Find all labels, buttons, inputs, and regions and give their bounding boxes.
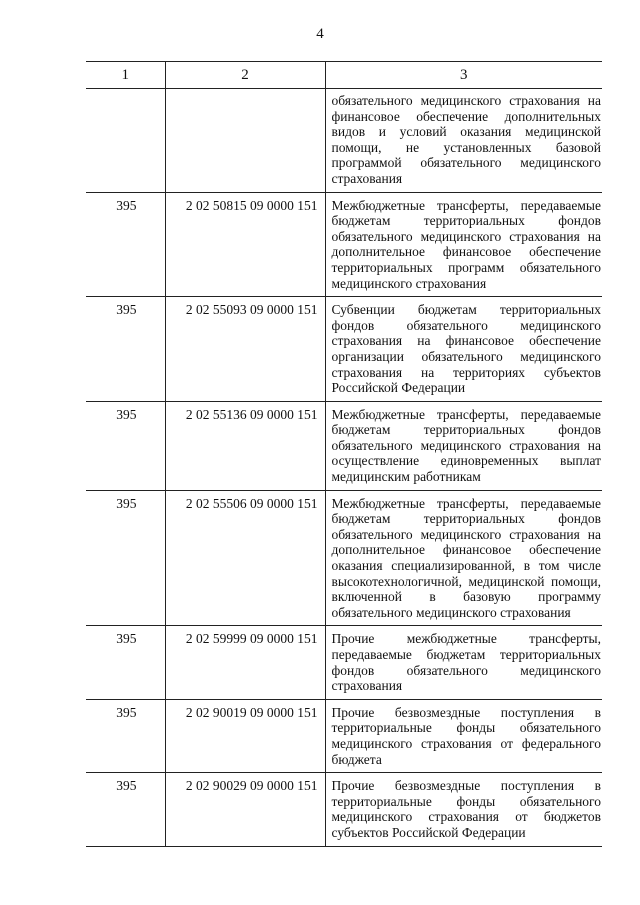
revenue-code-cell: 2 02 55093 09 0000 151 <box>165 297 325 402</box>
document-table <box>86 61 602 847</box>
header-col-1: 1 <box>86 62 165 89</box>
table-row <box>86 699 602 772</box>
table-row <box>86 773 602 846</box>
description-cell: Межбюджетные трансферты, передаваемые бюджетам территориальных фондов обязательного медицинского страхования на осуществление единовременных выплат медицинским работникам <box>325 401 602 490</box>
admin-code-cell: 395 <box>86 490 165 626</box>
revenue-code-cell: 2 02 59999 09 0000 151 <box>165 626 325 699</box>
admin-code-cell: 395 <box>86 773 165 846</box>
description-cell: Прочие безвозмездные поступления в территориальные фонды обязательного медицинского страхования от бюджетов субъектов Российской Федерации <box>325 773 602 846</box>
description-cell: Прочие межбюджетные трансферты, передаваемые бюджетам территориальных фондов обязательного медицинского страхования <box>325 626 602 699</box>
table-row <box>86 626 602 699</box>
admin-code-cell: 395 <box>86 192 165 297</box>
revenue-code-cell: 2 02 90029 09 0000 151 <box>165 773 325 846</box>
admin-code-cell: 395 <box>86 626 165 699</box>
admin-code-cell: 395 <box>86 401 165 490</box>
revenue-code-cell: 2 02 50815 09 0000 151 <box>165 192 325 297</box>
revenue-code-cell <box>165 89 325 193</box>
table-row <box>86 401 602 490</box>
description-cell: Межбюджетные трансферты, передаваемые бюджетам территориальных фондов обязательного медицинского страхования на дополнительное финансовое обеспечение оказания специализированной, в том числе высокотехнологичной, медицинской помощи, включенной в базовую программу обязательного медицинского страхования <box>325 490 602 626</box>
header-col-3: 3 <box>325 62 602 89</box>
table-header-row <box>86 62 602 89</box>
page-number: 4 <box>316 26 324 42</box>
description-cell: Субвенции бюджетам территориальных фондов обязательного медицинского страхования на финансовое обеспечение организации обязательного медицинского страхования на территориях субъектов Российской Федерации <box>325 297 602 402</box>
admin-code-cell <box>86 89 165 193</box>
revenue-code-cell: 2 02 55506 09 0000 151 <box>165 490 325 626</box>
admin-code-cell: 395 <box>86 699 165 772</box>
description-cell: Прочие безвозмездные поступления в территориальные фонды обязательного медицинского страхования от федерального бюджета <box>325 699 602 772</box>
table-row <box>86 297 602 402</box>
revenue-code-cell: 2 02 90019 09 0000 151 <box>165 699 325 772</box>
table-row <box>86 490 602 626</box>
description-cell: обязательного медицинского страхования на финансовое обеспечение дополнительных видов и условий оказания медицинской помощи, не установленных базовой программой обязательного медицинского страхования <box>325 89 602 193</box>
admin-code-cell: 395 <box>86 297 165 402</box>
description-cell: Межбюджетные трансферты, передаваемые бюджетам территориальных фондов обязательного медицинского страхования на дополнительное финансовое обеспечение территориальных программ обязательного медицинского страхования <box>325 192 602 297</box>
header-col-2: 2 <box>165 62 325 89</box>
table-row <box>86 89 602 193</box>
revenue-code-cell: 2 02 55136 09 0000 151 <box>165 401 325 490</box>
table-row <box>86 192 602 297</box>
